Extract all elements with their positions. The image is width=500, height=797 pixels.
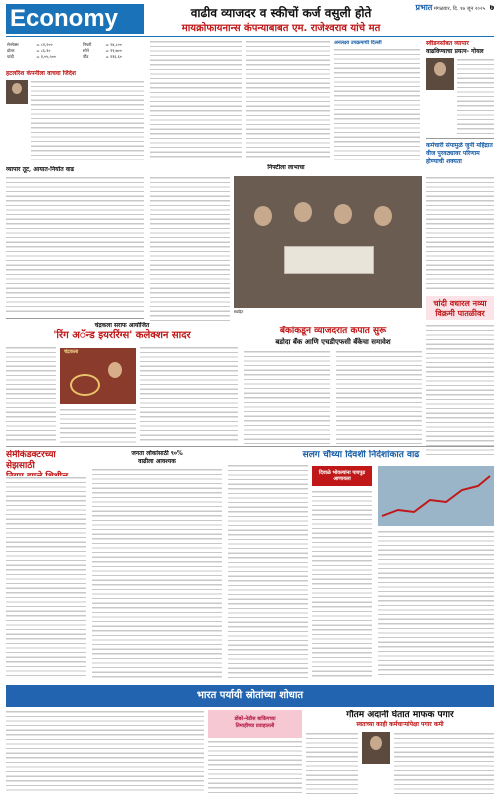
story-body	[228, 464, 308, 678]
index-title: सलग चौथ्या दिवशी निर्देशांकात वाढ	[302, 450, 420, 460]
adani-story	[306, 710, 494, 794]
right-story-1-title: वाढविण्याचा प्रयत्न- गोयल	[426, 48, 484, 55]
lead-body-left	[150, 40, 242, 160]
jewellery-headline: 'रिंग अॅन्ड इयररिंग्स' कलेक्शन सादर	[53, 330, 191, 341]
adani-subtitle: स्वतःच्या काही कर्मचाऱ्यांपेक्षा पगार कमी	[356, 721, 444, 728]
ticker-cell: = ११६.६०	[105, 54, 122, 59]
ticker-cell: पौंड	[82, 54, 89, 59]
semicon-title: सेमीकंडक्टरच्या सेझसाठी	[6, 450, 56, 471]
brand-block	[416, 4, 494, 13]
jewellery-photo	[60, 348, 136, 404]
story-body	[6, 176, 144, 314]
market-ticker	[6, 42, 144, 60]
ticker-cell: = ९९,७००	[105, 48, 122, 53]
bottom-story-mid	[208, 740, 302, 794]
story-body	[336, 350, 422, 444]
ticker-cell: = १,०५,५००	[36, 54, 56, 59]
story-body	[60, 408, 136, 444]
story-body	[244, 350, 330, 444]
semicon-story	[6, 450, 86, 678]
story-body	[150, 176, 230, 324]
divider	[90, 446, 494, 447]
pink-box	[208, 710, 302, 738]
right-story-2	[426, 142, 494, 292]
lead-section-label: अनलक्ष्य उपक्रमाची दिल्ली	[334, 40, 382, 46]
right-story-2-title: कर्मचारी संपामुळे जुनी महिंद्रात वीज पुरवठ्यावर परिणाम होण्याची शक्यता	[426, 142, 493, 165]
edition-date: मंगळवार, दि. १७ जून २०२५	[433, 6, 486, 12]
silver-title-box	[426, 296, 494, 320]
left-story-1	[6, 70, 144, 162]
ticker-cell: सोने	[82, 48, 89, 53]
ticker-cell: चांदी	[7, 54, 14, 59]
portrait-photo	[6, 80, 28, 104]
ticker-cell: सेन्सेक्स	[7, 42, 19, 47]
left-story-2	[6, 166, 144, 316]
left-story-2-title: व्यापार तूट, आयात-निर्यात वाढ	[6, 166, 74, 173]
story-body	[312, 490, 372, 678]
lead-body-mid	[246, 40, 330, 160]
story-body	[6, 346, 56, 444]
lead-headline: वाढीव व्याजदर व स्कीचों कर्ज वसुली होते	[190, 6, 372, 20]
pink-box-line2: तिमाहीच्या प्रवाहातली	[235, 723, 275, 729]
story-body	[426, 176, 494, 292]
silver-box-text: दिवाळे भोवल्यांना पायपुढ आणायला	[318, 470, 366, 482]
left-story-1-title: हटलरिश कंपनीला वाचवा जिंदेश	[6, 70, 77, 77]
index-story	[228, 450, 494, 678]
ticker-cell: = ८१,२००	[36, 42, 53, 47]
story-body	[457, 58, 494, 136]
bank-subtitle: बडोदा बँक आणि एचडीएफसी बँकेचा समावेश	[275, 337, 391, 346]
ceremony-photo	[234, 176, 422, 308]
story-body	[31, 80, 144, 160]
ticker-cell: निफ्टी	[82, 42, 92, 47]
right-story-1-tag: स्वीडनसोबत व्यापार	[426, 40, 469, 47]
silver-box	[312, 466, 372, 486]
adani-photo	[362, 732, 390, 764]
jewellery-story	[6, 322, 238, 444]
page-number: ७	[489, 3, 494, 12]
right-story-1	[426, 40, 494, 136]
right-story-3-title: चांदी वधारल नव्या विक्रमी पातळीवर	[433, 298, 487, 318]
stock-trend-icon	[378, 466, 494, 526]
pink-box-line1: डोंबरे-नेडीस बाकिंगच्या	[234, 716, 276, 722]
story-body	[426, 324, 494, 456]
brand-name: प्रभात	[415, 3, 433, 12]
ticker-cell: = ८६.१०	[36, 48, 51, 53]
fdi-title: जनता लोकांसाठी ९०%	[131, 450, 183, 457]
center-title: निफ्टीला लाभाचा	[267, 164, 305, 171]
story-body	[378, 530, 494, 678]
story-body	[6, 476, 86, 676]
bottom-banner: भारत पर्यायी स्रोतांच्या शोधात	[6, 685, 494, 707]
photo-caption: संग्रहित	[234, 310, 244, 314]
masthead-rule	[6, 36, 494, 37]
story-body	[92, 468, 222, 678]
adani-title: गौतम अदानी घेतात माफक पगार	[346, 710, 454, 720]
portrait-photo	[426, 58, 454, 90]
fdi-story	[92, 450, 222, 678]
jewellery-kicker: चंद्रकला सराफ आयोजित	[94, 322, 150, 329]
center-block	[150, 164, 422, 324]
right-story-3	[426, 296, 494, 456]
lead-subhead: मायक्रोफायनान्स कंपन्याबाबत एम. राजेश्वराव यांचे मत	[181, 23, 381, 34]
bank-story	[244, 326, 422, 444]
section-title: Economy	[6, 4, 144, 34]
ticker-cell: = २४,८००	[105, 42, 122, 47]
bottom-story-left	[6, 710, 204, 794]
bank-title: बँकांकडून व्याजदरात कपात सुरू	[279, 326, 387, 336]
story-body	[394, 732, 494, 794]
story-body	[140, 346, 238, 444]
ticker-cell: डॉलर	[7, 48, 15, 53]
story-body	[306, 732, 358, 794]
chart-photo	[378, 466, 494, 526]
divider	[6, 318, 144, 319]
jewel-brand: चंद्रकला	[64, 349, 79, 355]
fdi-subtitle: वाढीला आवश्यक	[138, 458, 176, 465]
divider	[426, 138, 494, 139]
lead-body-right	[334, 40, 420, 160]
